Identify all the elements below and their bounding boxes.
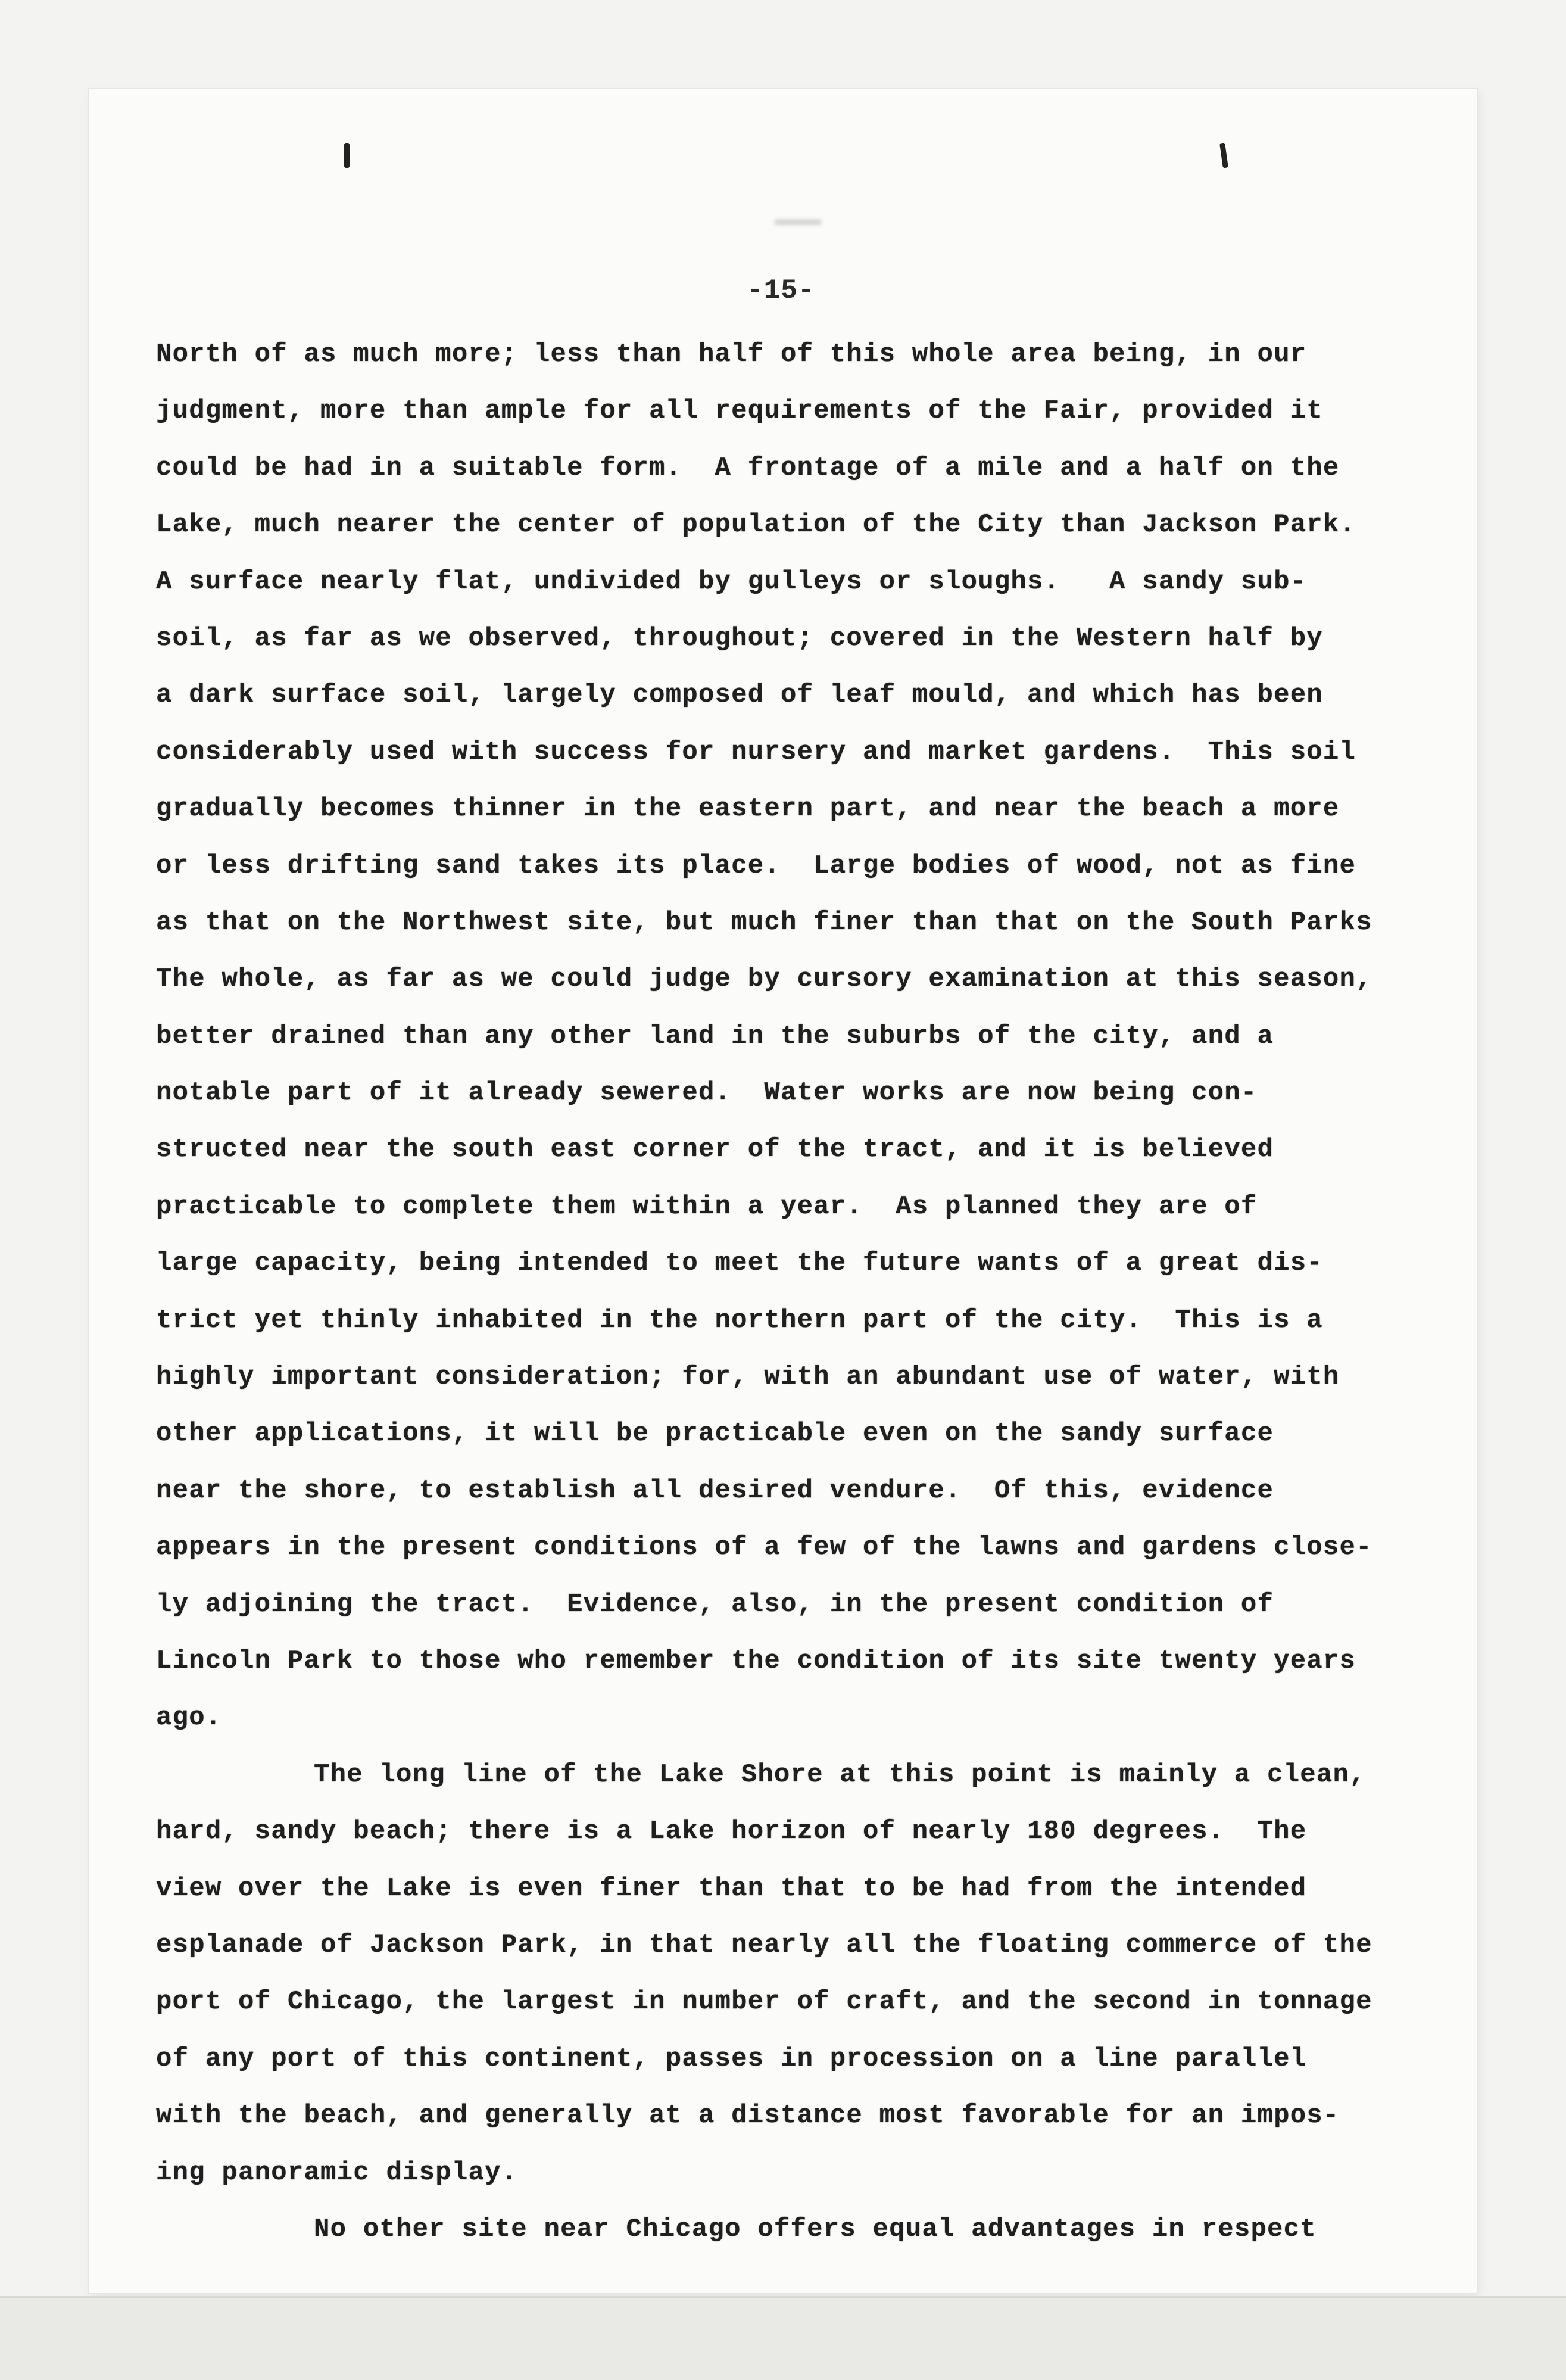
punch-mark-left (344, 143, 350, 168)
text-line: appears in the present conditions of a few of the lawns and gardens close- (156, 1532, 1372, 1563)
text-line-indented: No other site near Chicago offers equal advantages in respect (314, 2214, 1317, 2244)
text-line: ing panoramic display. (156, 2157, 518, 2188)
text-line: highly important consideration; for, with an abundant use of water, with (156, 1362, 1340, 1393)
text-line-indented: The long line of the Lake Shore at this point is mainly a clean, (314, 1759, 1366, 1790)
text-line: trict yet thinly inhabited in the northern part of the city. This is a (156, 1305, 1323, 1335)
text-line: considerably used with success for nursery and market gardens. This soil (156, 737, 1356, 767)
text-line: as that on the Northwest site, but much finer than that on the South Parks (156, 907, 1372, 937)
text-line: Lincoln Park to those who remember the condition of its site twenty years (156, 1646, 1356, 1676)
bleed-through-mark (774, 219, 822, 225)
text-line: notable part of it already sewered. Water works are now being con- (156, 1078, 1258, 1108)
text-line: near the shore, to establish all desired vendure. Of this, evidence (156, 1475, 1274, 1506)
text-line: Lake, much nearer the center of population of the City than Jackson Park. (156, 510, 1356, 540)
text-line: soil, as far as we observed, throughout; covered in the Western half by (156, 623, 1323, 653)
text-line: gradually becomes thinner in the eastern part, and near the beach a more (156, 794, 1340, 824)
text-line: ly adjoining the tract. Evidence, also, in the present condition of (156, 1589, 1274, 1619)
text-line: structed near the south east corner of the tract, and it is believed (156, 1135, 1274, 1165)
text-line: view over the Lake is even finer than that to be had from the intended (156, 1873, 1307, 1904)
text-line: could be had in a suitable form. A frontage of a mile and a half on the (156, 453, 1340, 483)
text-line: better drained than any other land in the suburbs of the city, and a (156, 1021, 1274, 1051)
text-line: judgment, more than ample for all requirements of the Fair, provided it (156, 396, 1323, 426)
text-line: ago. (156, 1703, 222, 1733)
text-line: other applications, it will be practicable even on the sandy surface (156, 1419, 1274, 1449)
text-line: A surface nearly flat, undivided by gulleys or sloughs. A sandy sub- (156, 566, 1307, 597)
text-line: hard, sandy beach; there is a Lake horizon of nearly 180 degrees. The (156, 1817, 1307, 1847)
typed-text-body (156, 326, 1436, 2258)
scan-bottom-band (0, 2296, 1566, 2380)
text-line: with the beach, and generally at a distance most favorable for an impos- (156, 2101, 1340, 2131)
text-line: a dark surface soil, largely composed of leaf mould, and which has been (156, 680, 1323, 711)
page-number: -15- (747, 275, 815, 306)
text-line: port of Chicago, the largest in number of craft, and the second in tonnage (156, 1987, 1372, 2017)
text-line: large capacity, being intended to meet the future wants of a great dis- (156, 1248, 1323, 1279)
text-line: practicable to complete them within a year. As planned they are of (156, 1191, 1258, 1222)
text-line: or less drifting sand takes its place. Large bodies of wood, not as fine (156, 851, 1356, 881)
text-line: of any port of this continent, passes in procession on a line parallel (156, 2043, 1307, 2074)
text-line: The whole, as far as we could judge by cursory examination at this season, (156, 964, 1372, 995)
text-line: North of as much more; less than half of this whole area being, in our (156, 339, 1307, 369)
text-line: esplanade of Jackson Park, in that nearly all the floating commerce of the (156, 1930, 1372, 1960)
